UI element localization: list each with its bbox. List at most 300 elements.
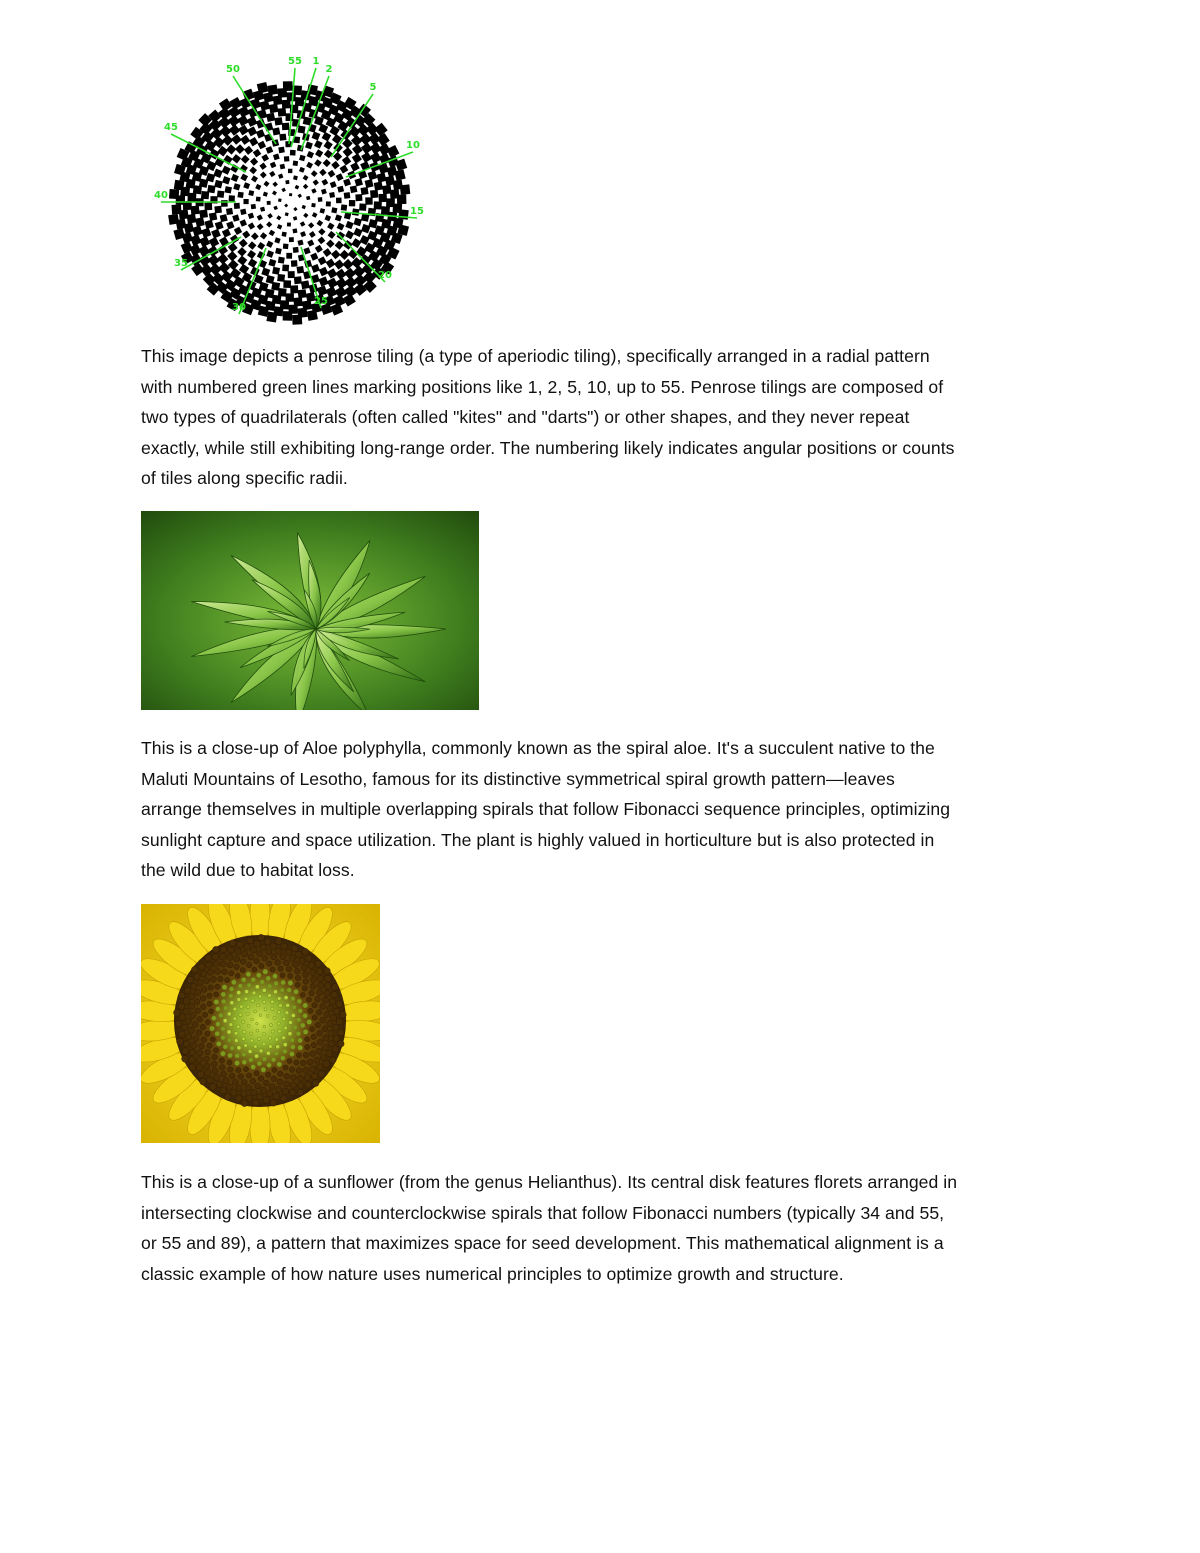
tiling-tile bbox=[270, 162, 277, 169]
tiling-tile bbox=[331, 207, 337, 213]
tiling-tile bbox=[311, 188, 316, 193]
tiling-tile bbox=[278, 288, 287, 297]
tiling-tile bbox=[312, 212, 318, 218]
tiling-tile bbox=[244, 146, 253, 155]
sunflower-floret bbox=[196, 1064, 202, 1070]
sunflower-floret bbox=[292, 1005, 296, 1009]
sunflower-floret bbox=[323, 1035, 329, 1041]
sunflower-floret bbox=[332, 1046, 339, 1053]
tiling-tile bbox=[287, 223, 291, 227]
sunflower-floret bbox=[282, 1036, 286, 1040]
sunflower-floret bbox=[214, 992, 219, 997]
tiling-tile bbox=[266, 312, 277, 323]
tiling-tile bbox=[335, 214, 342, 221]
paragraph-tiling-description bbox=[141, 341, 1071, 494]
sunflower-floret bbox=[303, 979, 309, 985]
tiling-tile bbox=[328, 170, 336, 178]
sunflower-floret bbox=[266, 1051, 270, 1055]
tiling-tile bbox=[350, 186, 358, 194]
sunflower-floret bbox=[210, 1026, 215, 1031]
tiling-tile bbox=[269, 171, 275, 177]
tiling-tile bbox=[351, 257, 362, 268]
tiling-tile bbox=[251, 204, 256, 209]
sunflower-floret bbox=[310, 977, 316, 983]
tiling-tile bbox=[365, 197, 372, 204]
sunflower-floret bbox=[215, 1031, 220, 1036]
tiling-tile bbox=[258, 141, 267, 150]
tiling-tile bbox=[365, 179, 374, 188]
sunflower-floret bbox=[223, 1019, 227, 1023]
sunflower-floret bbox=[183, 1008, 189, 1014]
sunflower-floret bbox=[277, 1010, 281, 1014]
sunflower-floret bbox=[194, 999, 200, 1005]
sunflower-floret bbox=[278, 1071, 283, 1076]
tiling-tile bbox=[266, 146, 274, 154]
tiling-tile bbox=[336, 198, 342, 204]
sunflower-floret bbox=[178, 1003, 185, 1010]
tiling-tile bbox=[231, 174, 239, 182]
sunflower-floret bbox=[300, 1060, 306, 1066]
tiling-tile bbox=[301, 280, 310, 289]
tiling-tile bbox=[342, 156, 351, 165]
sunflower-floret bbox=[269, 1023, 272, 1026]
sunflower-floret bbox=[301, 965, 307, 971]
sunflower-floret bbox=[317, 968, 323, 974]
sunflower-floret bbox=[254, 1071, 259, 1076]
tiling-tile bbox=[299, 167, 305, 173]
sunflower-floret bbox=[282, 1088, 288, 1094]
tiling-tile bbox=[327, 222, 334, 229]
tiling-tile bbox=[318, 197, 323, 202]
sunflower-floret bbox=[241, 1020, 244, 1023]
tiling-tile bbox=[195, 217, 205, 227]
sunflower-floret bbox=[268, 984, 272, 988]
sunflower-floret bbox=[205, 1020, 210, 1025]
sunflower-floret bbox=[280, 988, 284, 992]
tiling-tile bbox=[351, 238, 361, 248]
sunflower-floret bbox=[225, 977, 230, 982]
sunflower-floret bbox=[329, 999, 335, 1005]
tiling-tile bbox=[307, 151, 314, 158]
sunflower-floret bbox=[247, 983, 251, 987]
sunflower-floret bbox=[278, 966, 283, 971]
sunflower-floret bbox=[182, 1048, 189, 1055]
tiling-tile bbox=[310, 253, 318, 261]
sunflower-floret bbox=[190, 983, 196, 989]
sunflower-floret bbox=[287, 988, 292, 993]
tiling-tile bbox=[349, 200, 355, 206]
sunflower-floret bbox=[266, 1015, 269, 1018]
tiling-tile bbox=[341, 204, 347, 210]
sunflower-floret bbox=[296, 1053, 301, 1058]
sunflower-floret bbox=[189, 1027, 195, 1033]
sunflower-floret bbox=[300, 992, 305, 997]
tiling-marker-label: 30 bbox=[232, 302, 246, 313]
sunflower-floret bbox=[208, 985, 214, 991]
tiling-tile bbox=[318, 256, 327, 265]
tiling-tile bbox=[240, 174, 248, 182]
tiling-tile bbox=[290, 285, 298, 293]
tiling-tile bbox=[293, 216, 297, 220]
sunflower-floret bbox=[213, 946, 220, 953]
sunflower-floret bbox=[254, 1010, 257, 1013]
sunflower-floret bbox=[224, 1093, 231, 1100]
tiling-tile bbox=[278, 257, 285, 264]
spiral-aloe-photo bbox=[141, 511, 479, 710]
sunflower-floret bbox=[222, 985, 227, 990]
sunflower-floret bbox=[322, 997, 328, 1003]
sunflower-floret bbox=[302, 948, 309, 955]
sunflower-floret bbox=[233, 1007, 237, 1011]
sunflower-floret bbox=[306, 997, 311, 1002]
sunflower-floret bbox=[214, 1075, 220, 1081]
sunflower-floret bbox=[215, 969, 221, 975]
tiling-tile bbox=[337, 223, 345, 231]
sunflower-floret bbox=[205, 955, 212, 962]
sunflower-floret bbox=[278, 1029, 282, 1033]
sunflower-floret bbox=[237, 990, 241, 994]
sunflower-floret bbox=[246, 1073, 251, 1078]
sunflower-floret bbox=[296, 951, 302, 957]
sunflower-floret bbox=[250, 1032, 253, 1035]
tiling-tile bbox=[289, 193, 292, 196]
tiling-tile bbox=[263, 192, 268, 197]
sunflower-floret bbox=[216, 1081, 222, 1087]
sunflower-floret bbox=[256, 1022, 259, 1025]
sunflower-floret bbox=[242, 951, 248, 957]
sunflower-floret bbox=[250, 1078, 256, 1084]
sunflower-floret bbox=[271, 1076, 277, 1082]
sunflower-floret bbox=[223, 1078, 229, 1084]
sunflower-floret bbox=[311, 1042, 316, 1047]
sunflower-floret bbox=[322, 1026, 328, 1032]
tiling-tile bbox=[257, 242, 265, 250]
sunflower-floret bbox=[195, 989, 201, 995]
sunflower-floret bbox=[196, 1030, 202, 1036]
tiling-tile bbox=[280, 164, 286, 170]
sunflower-floret bbox=[271, 1007, 274, 1010]
sunflower-floret bbox=[229, 994, 233, 998]
tiling-tile bbox=[217, 190, 224, 197]
sunflower-floret bbox=[259, 963, 264, 968]
tiling-tile bbox=[260, 172, 267, 179]
sunflower-floret bbox=[189, 1057, 196, 1064]
tiling-tile bbox=[283, 311, 293, 321]
tiling-tile bbox=[314, 159, 322, 167]
sunflower-floret bbox=[216, 1022, 221, 1027]
sunflower-floret bbox=[266, 961, 271, 966]
tiling-marker-label: 25 bbox=[314, 296, 328, 307]
sunflower-floret bbox=[282, 1017, 286, 1021]
text-line: of tiles along specific radii. bbox=[141, 468, 348, 489]
sunflower-floret bbox=[236, 1085, 242, 1091]
sunflower-floret bbox=[296, 1068, 302, 1074]
tiling-tile bbox=[296, 266, 304, 274]
sunflower-floret bbox=[244, 944, 250, 950]
tiling-tile bbox=[303, 213, 308, 218]
sunflower-floret bbox=[255, 1083, 261, 1089]
sunflower-floret bbox=[235, 1095, 242, 1102]
sunflower-floret bbox=[291, 945, 298, 952]
tiling-tile bbox=[226, 221, 234, 229]
tiling-tile bbox=[331, 250, 341, 260]
tiling-tile bbox=[326, 239, 335, 248]
sunflower-floret bbox=[264, 1008, 267, 1011]
sunflower-floret bbox=[200, 1024, 205, 1029]
sunflower-floret bbox=[223, 1044, 228, 1049]
sunflower-floret bbox=[268, 1037, 271, 1040]
tiling-tile bbox=[322, 179, 329, 186]
sunflower-floret bbox=[281, 943, 288, 950]
sunflower-floret bbox=[263, 969, 268, 974]
sunflower-floret bbox=[227, 962, 233, 968]
sunflower-floret bbox=[232, 1079, 238, 1085]
sunflower-floret bbox=[226, 1084, 232, 1090]
tiling-tile bbox=[350, 162, 360, 172]
tiling-tile bbox=[235, 144, 245, 154]
tiling-tile bbox=[292, 315, 302, 325]
tiling-tile bbox=[247, 250, 256, 259]
sunflower-floret bbox=[270, 1099, 277, 1106]
sunflower-floret bbox=[183, 998, 189, 1004]
sunflower-floret bbox=[246, 1012, 249, 1015]
sunflower-floret bbox=[287, 1059, 292, 1064]
tiling-tile bbox=[335, 241, 344, 250]
sunflower-floret bbox=[230, 1046, 234, 1050]
sunflower-floret bbox=[242, 1060, 247, 1065]
sunflower-floret bbox=[305, 1037, 310, 1042]
tiling-tile bbox=[319, 267, 329, 277]
sunflower-floret bbox=[305, 955, 312, 962]
paragraph-sunflower-description bbox=[141, 1167, 1071, 1289]
sunflower-floret bbox=[189, 1003, 195, 1009]
tiling-tile bbox=[272, 181, 278, 187]
sunflower-floret bbox=[177, 1038, 184, 1045]
sunflower-floret bbox=[329, 1057, 336, 1064]
sunflower-floret bbox=[252, 967, 257, 972]
tiling-marker-label: 20 bbox=[378, 270, 392, 281]
tiling-tile bbox=[222, 166, 231, 175]
tiling-tile bbox=[282, 264, 289, 271]
sunflower-floret bbox=[199, 964, 206, 971]
sunflower-floret bbox=[283, 1042, 287, 1046]
sunflower-floret bbox=[272, 1067, 277, 1072]
sunflower-floret bbox=[317, 1031, 323, 1037]
tiling-tile bbox=[342, 259, 353, 270]
tiling-tile bbox=[302, 205, 306, 209]
tiling-tile bbox=[323, 159, 331, 167]
sunflower-floret bbox=[261, 1067, 266, 1072]
text-line: the wild due to habitat loss. bbox=[141, 860, 355, 881]
sunflower-floret bbox=[242, 1052, 246, 1056]
sunflower-floret bbox=[320, 1004, 326, 1010]
sunflower-floret bbox=[205, 1049, 211, 1055]
tiling-tile bbox=[299, 155, 306, 162]
sunflower-floret bbox=[230, 1090, 236, 1096]
tiling-tile bbox=[297, 240, 303, 246]
sunflower-floret bbox=[290, 1082, 296, 1088]
tiling-tile bbox=[281, 188, 286, 193]
sunflower-floret bbox=[281, 1056, 286, 1061]
sunflower-floret bbox=[260, 1087, 266, 1093]
tiling-tile bbox=[253, 149, 261, 157]
sunflower-floret bbox=[263, 1080, 269, 1086]
sunflower-floret bbox=[275, 960, 281, 966]
sunflower-floret bbox=[307, 1019, 312, 1024]
sunflower-floret bbox=[260, 944, 266, 950]
tiling-tile bbox=[343, 178, 351, 186]
tiling-tile bbox=[292, 228, 297, 233]
sunflower-floret bbox=[213, 961, 219, 967]
tiling-tile bbox=[293, 175, 298, 180]
sunflower-floret bbox=[262, 956, 268, 962]
sunflower-floret bbox=[271, 1030, 274, 1033]
sunflower-floret bbox=[276, 1045, 280, 1049]
sunflower-floret bbox=[192, 1022, 198, 1028]
tiling-tile bbox=[201, 191, 209, 199]
sunflower-floret bbox=[190, 1013, 196, 1019]
sunflower-floret bbox=[273, 1016, 276, 1019]
sunflower-floret bbox=[237, 1025, 241, 1029]
tiling-tile bbox=[222, 176, 230, 184]
tiling-tile bbox=[293, 207, 297, 211]
sunflower-floret bbox=[227, 1030, 231, 1034]
sunflower-floret bbox=[241, 1090, 247, 1096]
tiling-tile bbox=[300, 231, 306, 237]
tiling-tile bbox=[249, 167, 257, 175]
sunflower-floret bbox=[252, 1099, 259, 1106]
sunflower-floret bbox=[266, 976, 271, 981]
sunflower-floret bbox=[290, 1038, 294, 1042]
sunflower-floret bbox=[251, 1089, 257, 1095]
sunflower-floret bbox=[332, 1025, 338, 1031]
tiling-tile bbox=[204, 202, 212, 210]
sunflower-floret bbox=[197, 1050, 203, 1056]
sunflower-floret bbox=[255, 985, 259, 989]
sunflower-floret bbox=[324, 1012, 330, 1018]
sunflower-floret bbox=[317, 1039, 323, 1045]
tiling-tile bbox=[277, 224, 282, 229]
tiling-tile bbox=[267, 84, 278, 95]
sunflower-floret bbox=[337, 1040, 344, 1047]
sunflower-floret bbox=[174, 1009, 181, 1016]
sunflower-floret bbox=[284, 1081, 290, 1087]
sunflower-floret bbox=[220, 1051, 225, 1056]
tiling-tile bbox=[272, 191, 277, 196]
sunflower-floret bbox=[216, 1007, 221, 1012]
tiling-tile bbox=[240, 219, 247, 226]
tiling-tile bbox=[343, 147, 353, 157]
sunflower-floret bbox=[240, 967, 245, 972]
tiling-tile bbox=[278, 174, 283, 179]
tiling-tile bbox=[293, 247, 299, 253]
tiling-tile bbox=[283, 81, 293, 91]
tiling-tile bbox=[274, 117, 282, 125]
tiling-tile bbox=[229, 195, 235, 201]
sunflower-floret bbox=[235, 1061, 240, 1066]
sunflower-floret bbox=[219, 1058, 224, 1063]
sunflower-floret bbox=[309, 1026, 314, 1031]
tiling-tile bbox=[240, 209, 246, 215]
tiling-tile bbox=[214, 180, 222, 188]
sunflower-floret bbox=[273, 974, 278, 979]
sunflower-floret bbox=[221, 1035, 226, 1040]
sunflower-floret bbox=[242, 1037, 246, 1041]
sunflower-floret bbox=[324, 968, 331, 975]
tiling-tile bbox=[257, 223, 264, 230]
sunflower-floret bbox=[274, 1051, 278, 1055]
sunflower-floret bbox=[277, 997, 281, 1001]
tiling-tile bbox=[330, 181, 337, 188]
sunflower-floret bbox=[189, 993, 195, 999]
tiling-tile bbox=[345, 230, 354, 239]
sunflower-floret bbox=[220, 953, 226, 959]
tiling-tile bbox=[387, 145, 400, 158]
sunflower-floret bbox=[316, 1048, 322, 1054]
sunflower-floret bbox=[234, 1031, 238, 1035]
sunflower-floret bbox=[259, 1014, 262, 1017]
sunflower-floret bbox=[291, 996, 295, 1000]
sunflower-floret bbox=[219, 1013, 223, 1017]
tiling-tile bbox=[234, 227, 242, 235]
sunflower-floret bbox=[221, 1071, 227, 1077]
tiling-tile bbox=[298, 194, 302, 198]
tiling-tile bbox=[285, 180, 289, 184]
sunflower-floret bbox=[237, 1046, 241, 1050]
sunflower-floret bbox=[263, 1032, 266, 1035]
sunflower-floret bbox=[227, 1012, 231, 1016]
tiling-tile bbox=[339, 250, 349, 260]
sunflower-floret bbox=[229, 940, 236, 947]
sunflower-floret bbox=[310, 1066, 316, 1072]
tiling-tile bbox=[300, 221, 306, 227]
tiling-tile bbox=[305, 142, 313, 150]
tiling-tile bbox=[377, 133, 390, 146]
sunflower-floret bbox=[257, 951, 263, 957]
sunflower-floret bbox=[210, 1084, 217, 1091]
tiling-tile bbox=[315, 245, 323, 253]
tiling-tile bbox=[307, 310, 318, 321]
tiling-tile bbox=[248, 190, 254, 196]
tiling-tile bbox=[257, 214, 263, 220]
sunflower-floret bbox=[235, 973, 240, 978]
sunflower-floret bbox=[336, 1001, 343, 1008]
sunflower-floret bbox=[256, 973, 261, 978]
text-line: sunlight capture and space utilization. The plant is highly valued in horticulture but is also protected in bbox=[141, 829, 935, 850]
sunflower-floret bbox=[220, 961, 226, 967]
sunflower-floret bbox=[302, 986, 307, 991]
tiling-tile bbox=[298, 289, 307, 298]
sunflower-floret bbox=[277, 1022, 280, 1025]
tiling-tile bbox=[355, 194, 362, 201]
sunflower-floret bbox=[183, 1041, 189, 1047]
sunflower-floret bbox=[229, 971, 234, 976]
tiling-tile bbox=[261, 154, 269, 162]
tiling-tile bbox=[340, 165, 349, 174]
sunflower-floret bbox=[249, 1058, 254, 1063]
sunflower-floret bbox=[284, 1026, 288, 1030]
sunflower-floret bbox=[254, 958, 260, 964]
tiling-tile bbox=[278, 198, 282, 202]
tiling-tile bbox=[214, 206, 222, 214]
sunflower-floret bbox=[263, 1097, 270, 1104]
tiling-tile bbox=[227, 251, 237, 261]
sunflower-floret bbox=[221, 999, 226, 1004]
sunflower-floret bbox=[215, 984, 220, 989]
spiral-tiling-figure bbox=[141, 52, 439, 328]
sunflower-floret bbox=[286, 966, 292, 972]
tiling-tile bbox=[288, 169, 292, 173]
